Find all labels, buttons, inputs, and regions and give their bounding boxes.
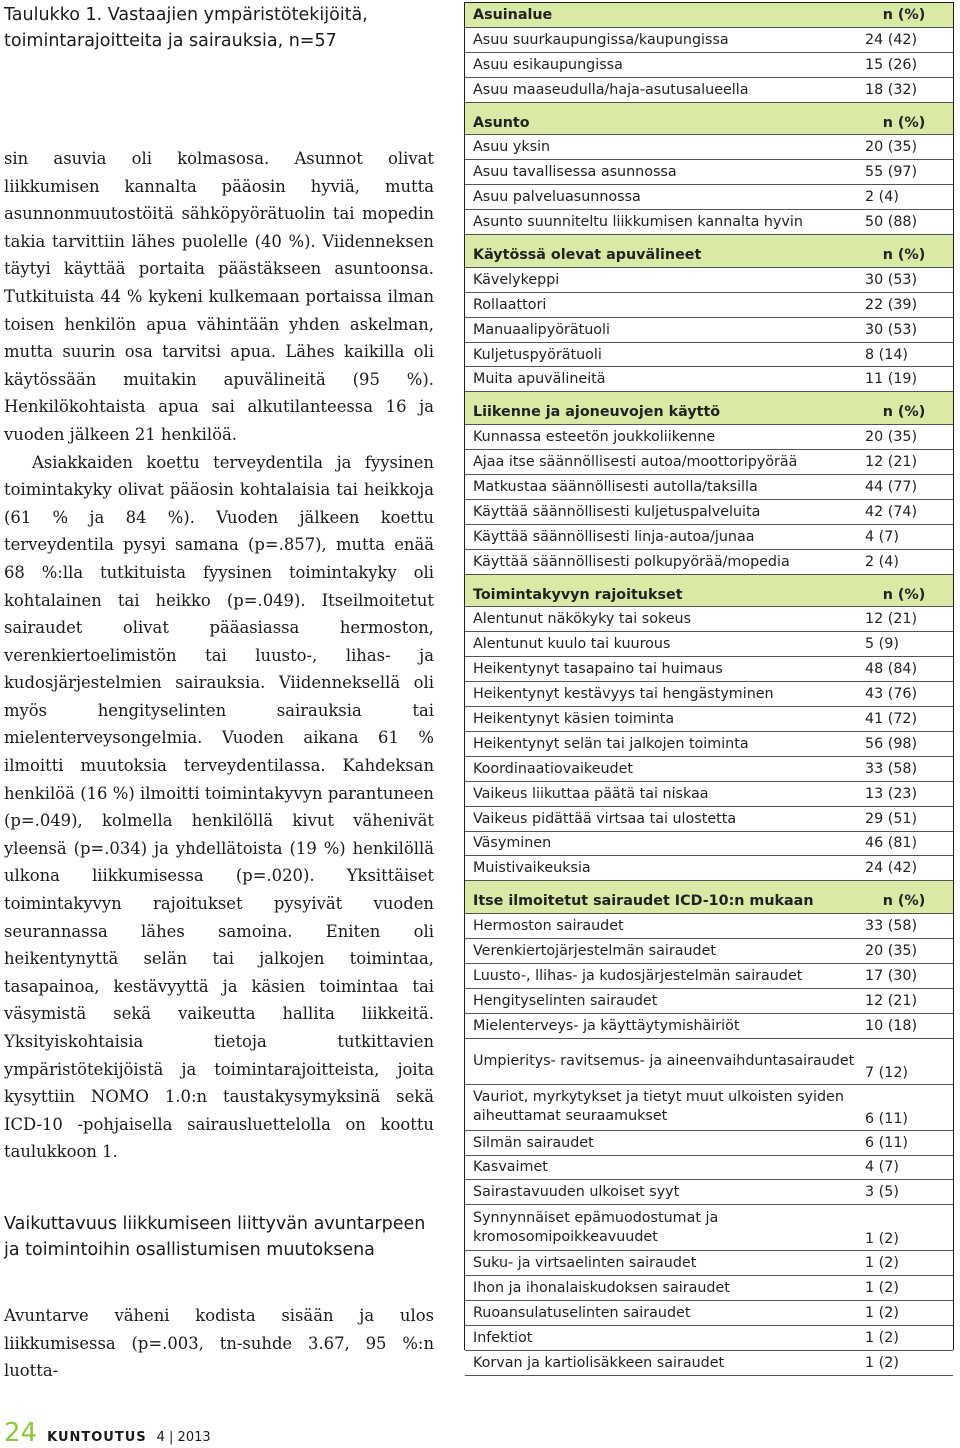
row-label: Koordinaatiovaikeudet [465,756,861,781]
table-row [465,1084,953,1130]
row-value: 50 (88) [861,210,953,235]
column-header-n: n (%) [861,3,953,27]
row-value: 48 (84) [861,657,953,682]
section-spacer-cell [465,574,953,583]
row-label: Synnynnäiset epämuodostumat ja kromosomipoikkeavuudet [465,1205,861,1251]
row-label: Muita apuvälineitä [465,367,861,392]
row-value: 30 (53) [861,317,953,342]
column-header-n: n (%) [861,243,953,267]
table-row [465,682,953,707]
row-label: Käyttää säännöllisesti linja-autoa/junaa [465,524,861,549]
column-header-n: n (%) [861,889,953,913]
table-section-header [465,400,953,424]
row-value: 6 (11) [861,1084,953,1130]
row-label: Alentunut kuulo tai kuurous [465,632,861,657]
table-row [465,632,953,657]
section-title: Itse ilmoitetut sairaudet ICD-10:n mukaan [465,889,861,913]
row-label: Heikentynyt kestävyys tai hengästyminen [465,682,861,707]
row-label: Umpieritys- ravitsemus- ja aineenvaihduntasairaudet [465,1038,861,1084]
row-value: 1 (2) [861,1325,953,1350]
section-spacer [465,102,953,111]
table-row [465,1325,953,1350]
table-row [465,707,953,732]
table-row [465,450,953,475]
row-value: 22 (39) [861,292,953,317]
section-title: Asunto [465,111,861,135]
row-label: Asuu maaseudulla/haja-asutusalueella [465,77,861,102]
row-value: 3 (5) [861,1180,953,1205]
row-value: 44 (77) [861,475,953,500]
section-title: Käytössä olevat apuvälineet [465,243,861,267]
table-row [465,267,953,292]
row-value: 33 (58) [861,914,953,939]
row-value: 33 (58) [861,756,953,781]
table-row [465,292,953,317]
section-spacer [465,235,953,244]
table-row [465,1130,953,1155]
table-row [465,210,953,235]
row-value: 12 (21) [861,607,953,632]
table-row [465,607,953,632]
table-row [465,756,953,781]
table-row [465,52,953,77]
table-row [465,963,953,988]
row-label: Vaikeus pidättää virtsaa tai ulostetta [465,806,861,831]
row-value: 24 (42) [861,856,953,881]
row-label: Kunnassa esteetön joukkoliikenne [465,425,861,450]
row-label: Matkustaa säännöllisesti autolla/taksilla [465,475,861,500]
paragraph: Avuntarve väheni kodista sisään ja ulos liikkumisessa (p=.003, tn-suhde 3.67, 95 %:n luotta- [4,1306,434,1381]
table-row [465,135,953,160]
table-section-header [465,243,953,267]
row-label: Asuu esikaupungissa [465,52,861,77]
row-value: 11 (19) [861,367,953,392]
row-value: 24 (42) [861,27,953,52]
section-spacer [465,881,953,890]
row-label: Manuaalipyörätuoli [465,317,861,342]
table-row [465,806,953,831]
table-row [465,1013,953,1038]
section-spacer-cell [465,881,953,890]
row-label: Kävelykeppi [465,267,861,292]
section-spacer [465,392,953,401]
row-label: Asuu suurkaupungissa/kaupungissa [465,27,861,52]
row-label: Suku- ja virtsaelinten sairaudet [465,1251,861,1276]
row-value: 20 (35) [861,135,953,160]
section-title: Asuinalue [465,3,861,27]
column-header-n: n (%) [861,400,953,424]
row-label: Infektiot [465,1325,861,1350]
table-row [465,1350,953,1375]
row-label: Korvan ja kartiolisäkkeen sairaudet [465,1350,861,1375]
table-row [465,367,953,392]
row-value: 1 (2) [861,1276,953,1301]
row-label: Kasvaimet [465,1155,861,1180]
row-value: 6 (11) [861,1130,953,1155]
row-value: 42 (74) [861,499,953,524]
table-section-header [465,111,953,135]
page-footer [4,1420,211,1446]
table-caption: Taulukko 1. Vastaajien ympäristötekijöitä, toimintarajoitteita ja sairauksia, n=57 [4,5,368,51]
section-spacer-cell [465,235,953,244]
row-value: 56 (98) [861,731,953,756]
row-label: Käyttää säännöllisesti polkupyörää/mopedia [465,549,861,574]
table-row [465,524,953,549]
row-value: 12 (21) [861,450,953,475]
row-label: Vaikeus liikuttaa päätä tai niskaa [465,781,861,806]
row-value: 13 (23) [861,781,953,806]
row-value: 15 (26) [861,52,953,77]
row-value: 10 (18) [861,1013,953,1038]
section-spacer-cell [465,392,953,401]
table-row [465,1251,953,1276]
table-section-header [465,3,953,27]
row-label: Ihon ja ihonalaiskudoksen sairaudet [465,1276,861,1301]
row-label: Heikentynyt tasapaino tai huimaus [465,657,861,682]
table-section-header [465,583,953,607]
section-title: Liikenne ja ajoneuvojen käyttö [465,400,861,424]
row-label: Alentunut näkökyky tai sokeus [465,607,861,632]
table-row [465,425,953,450]
row-value: 41 (72) [861,707,953,732]
table-row [465,657,953,682]
table-row [465,939,953,964]
issue-number: 4 | 2013 [156,1430,211,1445]
row-value: 1 (2) [861,1350,953,1375]
article-body-continued [4,1302,434,1385]
table-row [465,1180,953,1205]
row-label: Luusto-, llihas- ja kudosjärjestelmän sairaudet [465,963,861,988]
paragraph: sin asuvia oli kolmasosa. Asunnot olivat liikkumisen kannalta pääosin hyviä, mutta asunnonmuutostöitä sähköpyörätuolin tai mopedin takia tarvittiin lähes puolelle (40 %). Viidenneksen täytyi käyttää portaita päästäkseen asuntoonsa. Tutkituista 44 % kykeni kulkemaan portaissa ilman toisen henkilön apua vähintään yhden askelman, mutta suurin osa tarvitsi apua. Lähes kaikilla oli käytössään muitakin apuvälineitä (95 %). Henkilökohtaista apua sai alkutilanteessa 16 ja vuoden jälkeen 21 henkilöä. [4,149,434,444]
table-row [465,1205,953,1251]
table-section-header [465,889,953,913]
row-label: Käyttää säännöllisesti kuljetuspalveluita [465,499,861,524]
row-value: 30 (53) [861,267,953,292]
table-row [465,27,953,52]
row-label: Ruoansulatuselinten sairaudet [465,1301,861,1326]
row-value: 29 (51) [861,806,953,831]
row-value: 55 (97) [861,160,953,185]
row-value: 1 (2) [861,1301,953,1326]
row-value: 12 (21) [861,988,953,1013]
table-row [465,342,953,367]
row-value: 43 (76) [861,682,953,707]
column-header-n: n (%) [861,583,953,607]
row-value: 7 (12) [861,1038,953,1084]
section-title: Toimintakyvyn rajoitukset [465,583,861,607]
row-value: 1 (2) [861,1205,953,1251]
row-value: 20 (35) [861,425,953,450]
row-label: Heikentynyt käsien toiminta [465,707,861,732]
row-label: Muistivaikeuksia [465,856,861,881]
row-label: Kuljetuspyörätuoli [465,342,861,367]
row-value: 18 (32) [861,77,953,102]
table-row [465,475,953,500]
row-label: Sairastavuuden ulkoiset syyt [465,1180,861,1205]
left-column [4,0,434,54]
row-value: 4 (7) [861,1155,953,1180]
section-heading: Vaikuttavuus liikkumiseen liittyvän avuntarpeen ja toimintoihin osallistumisen muutoksena [4,1214,426,1260]
table-row [465,731,953,756]
table-row [465,1301,953,1326]
row-value: 17 (30) [861,963,953,988]
row-label: Mielenterveys- ja käyttäytymishäiriöt [465,1013,861,1038]
table-row [465,914,953,939]
row-label: Verenkiertojärjestelmän sairaudet [465,939,861,964]
table-row [465,549,953,574]
table-row [465,1038,953,1084]
table-row [465,856,953,881]
table-row [465,1276,953,1301]
row-label: Ajaa itse säännöllisesti autoa/moottoripyörää [465,450,861,475]
row-value: 2 (4) [861,185,953,210]
row-label: Vauriot, myrkytykset ja tietyt muut ulkoisten syiden aiheuttamat seuraamukset [465,1084,861,1130]
row-label: Asuu yksin [465,135,861,160]
row-label: Hermoston sairaudet [465,914,861,939]
table-row [465,77,953,102]
row-value: 4 (7) [861,524,953,549]
data-table [464,2,954,1371]
row-label: Silmän sairaudet [465,1130,861,1155]
journal-name: KUNTOUTUS [47,1430,147,1445]
section-spacer-cell [465,102,953,111]
table-row [465,185,953,210]
row-label: Heikentynyt selän tai jalkojen toiminta [465,731,861,756]
table-row [465,317,953,342]
table-row [465,1155,953,1180]
row-label: Väsyminen [465,831,861,856]
row-label: Rollaattori [465,292,861,317]
row-label: Asuu palveluasunnossa [465,185,861,210]
row-label: Asunto suunniteltu liikkumisen kannalta hyvin [465,210,861,235]
table-row [465,831,953,856]
row-value: 8 (14) [861,342,953,367]
row-label: Hengityselinten sairaudet [465,988,861,1013]
row-label: Asuu tavallisessa asunnossa [465,160,861,185]
table-row [465,781,953,806]
paragraph: Asiakkaiden koettu terveydentila ja fyysinen toimintakyky olivat pääosin kohtalaisia tai heikkoja (61 % ja 84 %). Vuoden jälkeen koettu terveydentila pysyi samana (p=.857), mutta enää 68 %:lla tutkituista fyysinen toimintakyky oli kohtalainen tai heikko (p=.049). Itseilmoitetut sairaudet olivat pääasiassa hermoston, verenkiertoelimistön tai luusto-, lihas- ja kudosjärjestelmien sairauksia. Viidenneksellä oli myös hengityselinten sairauksia tai mielenterveysongelmia. Vuoden aikana 61 % ilmoitti muutoksia terveydentilassa. Kahdeksan henkilöä (16 %) ilmoitti toimintakyvyn parantuneen (p=.049), kolmella henkilöllä kivut vähenivät yleensä (p=.034) ja yhdellätoista (19 %) henkilöllä ulkona liikkumisessa (p=.020). Yksittäiset toimintakyvyn rajoitukset pysyivät vuoden seurannassa lähes samoina. Eniten oli heikentynyttä selän tai jalkojen toimintaa, tasapainoa, kestävyyttä ja käsien toimintaa tai väsymistä sekä vaikeutta hallita liikkeitä. Yksityiskohtaisia tietoja tutkittavien ympäristötekijöistä ja toimintarajoitteista, joita kysyttiin NOMO 1.0:n taustakysymyksinä sekä ICD-10 -pohjaisella sairausluettelolla on koottu taulukkoon 1. [4,452,434,1162]
row-value: 1 (2) [861,1251,953,1276]
page-number: 24 [4,1418,38,1448]
table-row [465,160,953,185]
table-row [465,499,953,524]
row-value: 46 (81) [861,831,953,856]
row-value: 2 (4) [861,549,953,574]
column-header-n: n (%) [861,111,953,135]
row-value: 20 (35) [861,939,953,964]
table-body [465,3,953,1376]
table-row [465,988,953,1013]
section-spacer [465,574,953,583]
article-body [4,145,434,1166]
row-value: 5 (9) [861,632,953,657]
